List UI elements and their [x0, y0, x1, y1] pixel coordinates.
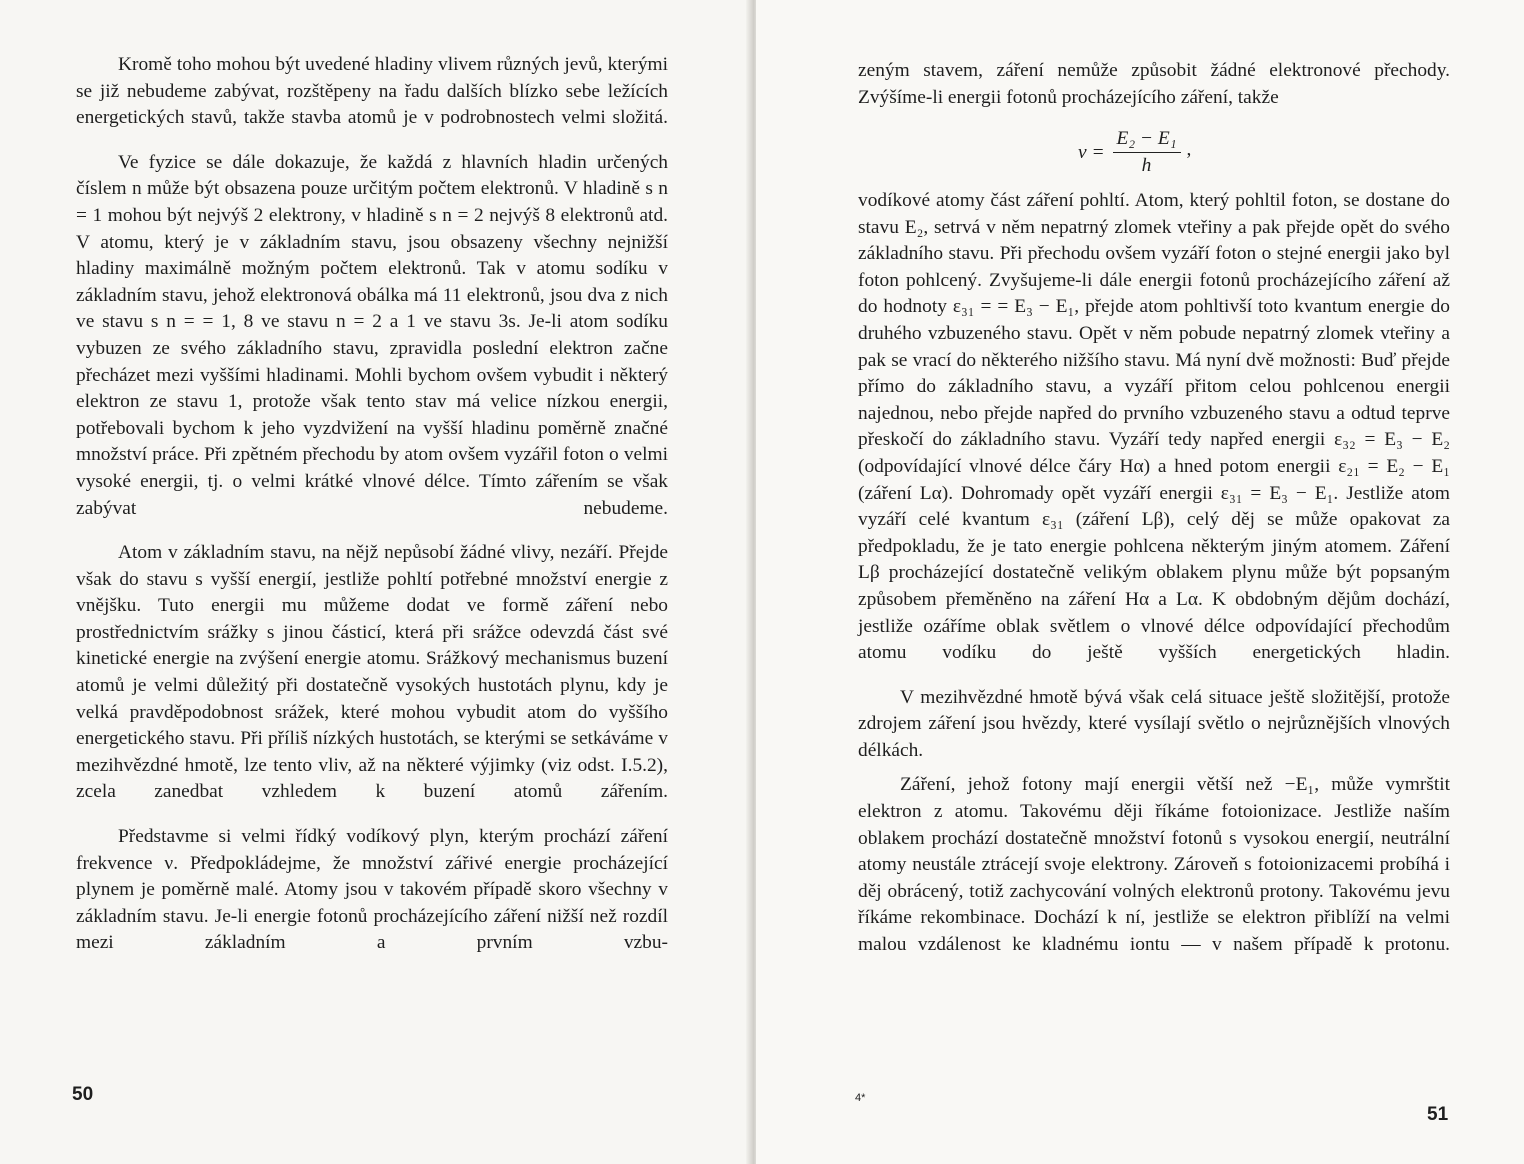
- paragraph: zeným stavem, záření nemůže způsobit žádné elektronové přechody. Zvýšíme-li energii fotonů procházejícího záření, takže: [858, 60, 1450, 108]
- frequency-formula: [1078, 128, 1191, 177]
- formula-numerator: E₂ − E₁: [1113, 128, 1181, 153]
- formula-trailing: ,: [1186, 138, 1192, 160]
- formula-denominator: h: [1141, 155, 1152, 176]
- signature-mark: 4*: [855, 1092, 866, 1104]
- right-page-body: [858, 188, 1450, 959]
- paragraph: V mezihvězdné hmotě bývá však celá situace ještě složitější, protože zdrojem záření jsou hvězdy, které vysílají světlo o nejrůznějších vlnových délkách.: [858, 686, 1450, 761]
- paragraph: Kromě toho mohou být uvedené hladiny vlivem různých jevů, kterými se již nebudeme zabývat, rozštěpeny na řadu dalších blízko sebe ležících energetických stavů, takže stavba atomů je v podrobnostech velmi složitá.: [76, 54, 668, 129]
- paragraph: Atom v základním stavu, na nějž nepůsobí žádné vlivy, nezáří. Přejde však do stavu s vyšší energií, jestliže pohltí potřebné množství energie z vnějšku. Tuto energii mu můžeme dodat ve formě záření nebo prostřednictvím srážky s jinou částicí, která při srážce odevzdá část své kinetické energie na zvýšení energie atomu. Srážkový mechanismus buzení atomů je velmi důležitý při dostatečně vysokých hustotách plynu, kdy je velká pravděpodobnost srážek, které mohou vybudit atom do vyššího energetického stavu. Při příliš nízkých hustotách, se kterými se setkáváme v mezihvězdné hmotě, lze tento vliv, až na některé výjimky (viz odst. I.5.2), zcela zanedbat vzhledem k buzení atomů zářením.: [76, 542, 668, 803]
- paragraph: Ve fyzice se dále dokazuje, že každá z hlavních hladin určených číslem n může být obsazena pouze určitým počtem elektronů. V hladině s n = 1 mohou být nejvýš 2 elektrony, v hladině s n = 2 nejvýš 8 elektronů atd. V atomu, který je v základním stavu, jsou obsazeny všechny nejnižší hladiny maximálně možným počtem elektronů. Tak v atomu sodíku v základním stavu, jehož elektronová obálka má 11 elektronů, jsou dva z nich ve stavu s n = = 1, 8 ve stavu n = 2 a 1 ve stavu 3s. Je-li atom sodíku vybuzen ze svého základního stavu, zpravidla poslední elektron začne přecházet mezi vyššími hladinami. Mohli bychom ovšem vybudit i některý elektron ze stavu 1, protože však tento stav má velice nízkou energii, potřebovali bychom k jeho vyzdvižení na vyšší hladinu poměrně značné množství práce. Při zpětném přechodu by atom ovšem vyzářil foton o velmi vysoké energii, tj. o velmi krátké vlnové délce. Tímto zářením se však zabývat nebudeme.: [76, 151, 668, 519]
- page-number: 51: [1427, 1104, 1449, 1125]
- left-page: [0, 0, 752, 1164]
- formula-lhs: ν =: [1078, 141, 1105, 163]
- paragraph: Představme si velmi řídký vodíkový plyn, kterým prochází záření frekvence ν. Předpokládejme, že množství zářivé energie procházející plynem je poměrně malé. Atomy jsou v takovém případě skoro všechny v základním stavu. Je-li energie fotonů procházejícího záření nižší než rozdíl mezi základním a prvním vzbu-: [76, 826, 668, 954]
- left-page-body: [76, 52, 668, 957]
- right-page-body-top: [858, 58, 1450, 111]
- formula-fraction: [1113, 128, 1181, 177]
- paragraph: vodíkové atomy část záření pohltí. Atom, který pohltil foton, se dostane do stavu E₂, setrvá v něm nepatrný zlomek vteřiny a pak přejde opět do svého základního stavu. Při přechodu ovšem vyzáří foton o stejné energii jako byl foton pohlcený. Zvyšujeme-li dále energii fotonů procházejícího záření až do hodnoty ε₃₁ = = E₃ − E₁, přejde atom pohltivší toto kvantum energie do druhého vzbuzeného stavu. Opět v něm pobude nepatrný zlomek vteřiny a pak se vrací do některého nižšího stavu. Má nyní dvě možnosti: Buď přejde přímo do základního stavu, a vyzáří přitom celou pohlcenou energii najednou, nebo přejde napřed do prvního vzbuzeného stavu a odtud teprve přeskočí do základního stavu. Vyzáří tedy napřed energii ε₃₂ = E₃ − E₂ (odpovídající vlnové délce čáry Hα) a hned potom energii ε₂₁ = E₂ − E₁ (záření Lα). Dohromady opět vyzáří energii ε₃₁ = E₃ − E₁. Jestliže atom vyzáří celé kvantum ε₃₁ (záření Lβ), celý děj se může opakovat za předpokladu, že je tato energie pohlcena některým jiným atomem. Záření Lβ procházející dostatečně velikým oblakem plynu může být popsaným způsobem přeměněno na záření Hα a Lα. K obdobným dějům dochází, jestliže ozáříme oblak světlem o vlnové délce odpovídající přechodům atomu vodíku do ještě vyšších energetických hladin.: [858, 190, 1450, 664]
- paragraph: Záření, jehož fotony mají energii větší než −E₁, může vymrštit elektron z atomu. Takovému ději říkáme fotoionizace. Jestliže naším oblakem prochází dostatečně množství fotonů s vysokou energií, neutrální atomy neustále ztrácejí svoje elektrony. Zároveň s fotoionizacemi probíhá i děj obrácený, totiž zachycování volných elektronů protony. Takovému jevu říkáme rekombinace. Dochází k ní, jestliže se elektron přiblíží na velmi malou vzdálenost ke kladnému iontu — v našem případě k protonu.: [858, 774, 1450, 956]
- page-number: 50: [72, 1084, 94, 1105]
